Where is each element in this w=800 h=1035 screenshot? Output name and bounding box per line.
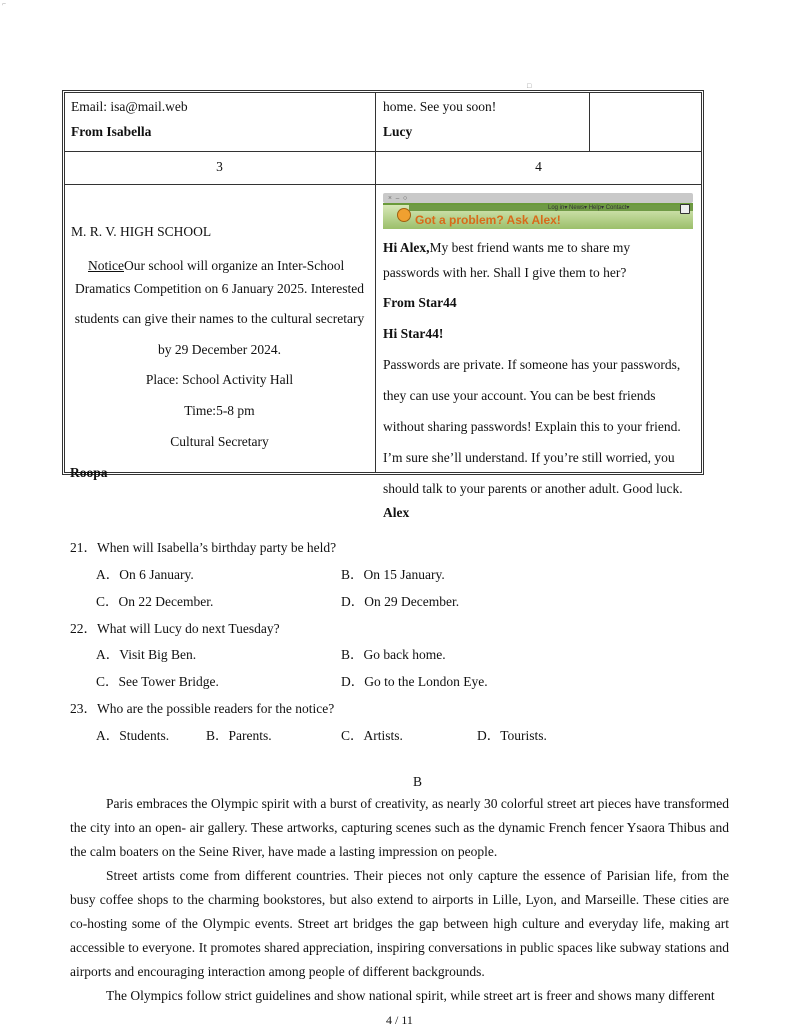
- question-21: 21．When will Isabella’s birthday party be held?: [70, 540, 337, 555]
- reply-signer: Alex: [383, 505, 410, 520]
- page-number: 4 / 11: [386, 1013, 413, 1027]
- notice-word: Notice: [88, 258, 124, 273]
- q23-option-b: B．Parents.: [206, 728, 272, 743]
- row-divider-2: [64, 184, 701, 185]
- alex-logo-icon: [397, 208, 411, 222]
- notice-line1: [88, 259, 344, 273]
- reply-line4: I’m sure she’ll understand. If you’re still worried, you: [383, 450, 675, 465]
- reply-line2: they can use your account. You can be best friends: [383, 388, 656, 403]
- passage: [70, 792, 729, 1008]
- advice-q2: passwords with her. Shall I give them to her?: [383, 265, 627, 280]
- reply-line3: without sharing passwords! Explain this to your friend.: [383, 419, 681, 434]
- q23-option-d: D．Tourists.: [477, 728, 547, 743]
- passage-paragraph-2: Street artists come from different countries. Their pieces not only capture the essence of Parisian life, from the busy coffee shops to the charming bookstores, but also extend to airports in Lille, Lyon, and Marseille. These cities are co-hosting some of the Olympic events. Street art bridges the gap between high culture and everyday life, making art accessible to everyone. It promotes shared appreciation, inspiring conversations in public spaces like subway stations and airports and encouraging interaction among people of different backgrounds.: [70, 868, 729, 979]
- q22-option-b: B．Go back home.: [341, 647, 446, 662]
- row-divider-1: [64, 151, 701, 152]
- question-23: 23．Who are the possible readers for the notice?: [70, 701, 335, 716]
- q23-option-c: C．Artists.: [341, 728, 403, 743]
- q21-option-d: D．On 29 December.: [341, 594, 460, 609]
- banner-title: Got a problem? Ask Alex!: [415, 213, 561, 227]
- passage-paragraph-1: Paris embraces the Olympic spirit with a burst of creativity, as nearly 30 colorful street art pieces have transformed the city into an open- air gallery. These artworks, capturing scenes such as the dynamic French fencer Ysaora Thibus and the calm boaters on the Seine River, have made a lasting impression on people.: [70, 796, 729, 859]
- browser-titlebar: [383, 193, 693, 203]
- advice-question-line1: [383, 241, 630, 255]
- q22-option-a: A．Visit Big Ben.: [96, 647, 197, 662]
- advice-from: From Star44: [383, 295, 457, 310]
- notice-text-1: Our school will organize an Inter-School: [124, 258, 345, 273]
- notice-place: Place: School Activity Hall: [145, 372, 294, 387]
- reply-greeting: Hi Star44!: [383, 326, 444, 341]
- q23-option-a: A．Students.: [96, 728, 170, 743]
- lucy-letter-end: home. See you soon!: [383, 99, 497, 114]
- notice-signer: Roopa: [70, 465, 108, 480]
- advice-q1: My best friend wants me to share my: [429, 240, 631, 255]
- q22-option-d: D．Go to the London Eye.: [341, 674, 488, 689]
- q22-option-c: C．See Tower Bridge.: [96, 674, 219, 689]
- cell-number-3: 3: [216, 159, 223, 174]
- section-letter: B: [413, 774, 423, 789]
- reply-line5: should talk to your parents or another adult. Good luck.: [383, 481, 683, 496]
- passage-paragraph-3: The Olympics follow strict guidelines and show national spirit, while street art is freer and shows many different: [106, 988, 715, 1003]
- q21-option-b: B．On 15 January.: [341, 567, 445, 582]
- from-isabella: From Isabella: [71, 124, 152, 139]
- email-line: Email: isa@mail.web: [71, 99, 188, 114]
- notice-time: Time:5-8 pm: [184, 403, 255, 418]
- top-mark: □: [527, 82, 532, 90]
- notice-line2: Dramatics Competition on 6 January 2025. Interested: [74, 281, 365, 296]
- notice-line4: by 29 December 2024.: [158, 342, 281, 357]
- search-icon: [680, 204, 690, 214]
- school-name: M. R. V. HIGH SCHOOL: [71, 224, 212, 239]
- corner-mark: ⌐: [2, 0, 6, 8]
- column-divider-small: [589, 92, 590, 151]
- notice-role: Cultural Secretary: [170, 434, 269, 449]
- reply-line1: Passwords are private. If someone has your passwords,: [383, 357, 681, 372]
- window-buttons-icon: × – ○: [388, 194, 409, 202]
- notice-line3: students can give their names to the cultural secretary: [74, 311, 365, 326]
- banner-menu: Log in▾ News▾ Help▾ Contact▾: [548, 205, 630, 211]
- lucy-signature: Lucy: [383, 124, 413, 139]
- ask-alex-banner: [383, 193, 693, 231]
- cell-number-4: 4: [535, 159, 542, 174]
- question-22: 22．What will Lucy do next Tuesday?: [70, 621, 280, 636]
- advice-greeting: Hi Alex,: [383, 240, 430, 255]
- q21-option-c: C．On 22 December.: [96, 594, 214, 609]
- column-divider: [375, 92, 376, 472]
- q21-option-a: A．On 6 January.: [96, 567, 194, 582]
